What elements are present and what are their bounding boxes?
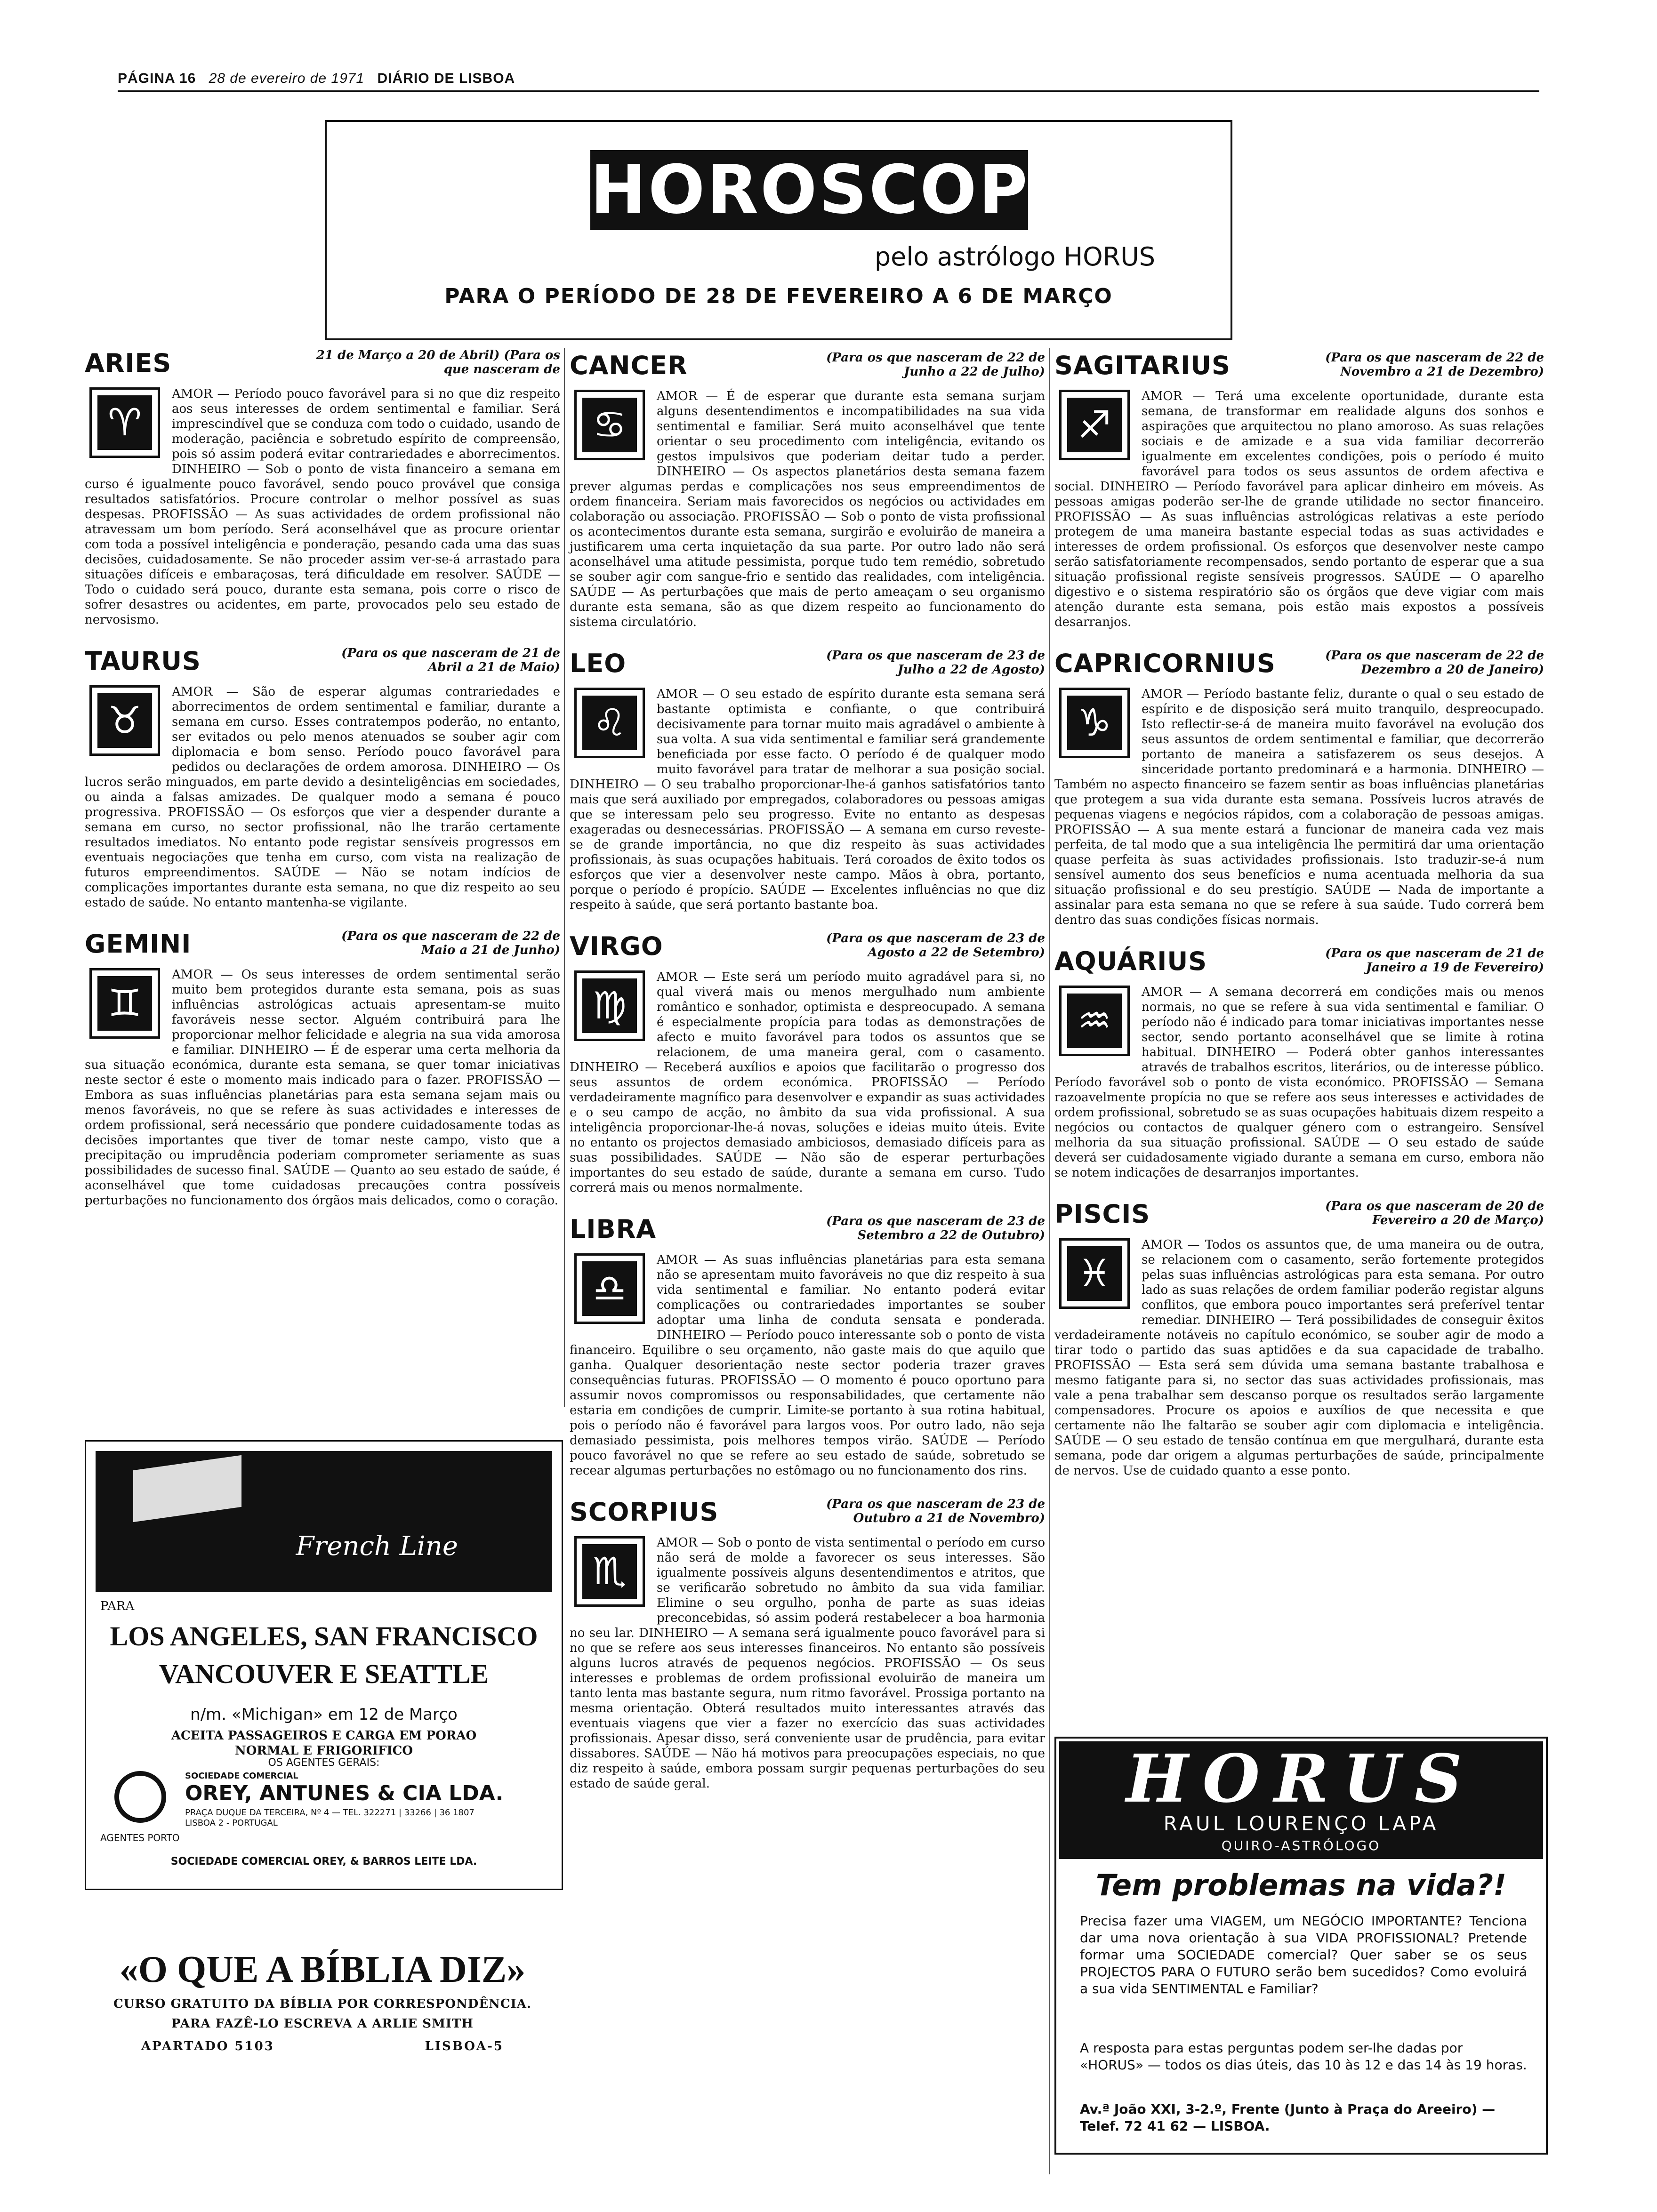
horus-question: Tem problemas na vida?! — [1095, 1868, 1507, 1902]
sign-dates: (Para os que nasceram de 23 de Setembro a 22 de Outubro) — [826, 1214, 1045, 1242]
sign-leo — [570, 649, 1045, 913]
sign-dates: (Para os que nasceram de 22 de Novembro a 21 de Dezembro) — [1325, 351, 1544, 379]
column-divider — [1049, 348, 1050, 2174]
french-line-ad — [85, 1440, 563, 1890]
sagitarius-icon: ♐ — [1059, 390, 1130, 460]
column-divider — [564, 348, 565, 1407]
ad-agents: OS AGENTES GERAIS: — [268, 1757, 380, 1769]
biblia-box: APARTADO 5103 — [141, 2039, 274, 2053]
header-rule — [118, 90, 1539, 92]
piscis-icon: ♓ — [1059, 1238, 1130, 1309]
sign-name: PISCIS — [1054, 1199, 1150, 1229]
biblia-city: LISBOA-5 — [425, 2039, 504, 2053]
aquarius-icon: ♒ — [1059, 986, 1130, 1056]
horus-body: Precisa fazer uma VIAGEM, um NEGÓCIO IMPORTANTE? Tenciona dar uma nova orientação à sua VIDA PROFISSIONAL? Pretende formar uma SOCIEDADE comercial? Quer saber se os seus PROJECTOS PARA O FUTURO serão bem sucedidos? Como evoluirá a sua vida SENTIMENTAL e Familiar? — [1080, 1913, 1527, 1996]
sign-text: AMOR — Terá uma excelente oportunidade, durante esta semana, de transformar em realidade alguns dos sonhos e aspirações que arquitectou no plano amoroso. As suas relações sociais e de amizade e a sua vida familiar decorrerão igualmente em excelentes condições, pois o período é muito favorável para todos os seus assuntos de ordem afectiva e social. DINHEIRO — Período favorável para aplicar dinheiro em móveis. As pessoas amigas poderão ser-lhe de grande utilidade no sector financeiro. PROFISSÃO — As suas influências astrológicas relativas a este período protegem de uma maneira bastante especial todas as suas actividades e interesses de ordem profissional. Os esforços que desenvolver neste campo serão satisfatoriamente recompensados, sendo portanto de esperar que a sua situação profissional registe sensíveis progressos. SAÚDE — O aparelho digestivo e o sistema respiratório são os órgãos que deve vigiar com mais atenção durante esta semana, pois estão mais expostos a possíveis desarranjos. — [1054, 389, 1544, 629]
sign-name: ARIES — [85, 348, 172, 378]
sign-dates: (Para os que nasceram de 20 de Fevereiro a 20 de Março) — [1325, 1199, 1544, 1227]
column-3 — [1054, 351, 1544, 1497]
horus-logo-band — [1059, 1741, 1543, 1859]
leo-icon: ♌ — [574, 688, 645, 758]
sign-dates: (Para os que nasceram de 22 de Junho a 22 de Julho) — [826, 351, 1045, 379]
page-header — [118, 71, 515, 87]
scorpius-icon: ♏ — [574, 1536, 645, 1607]
page-date: 28 de evereiro de 1971 — [209, 71, 365, 86]
horoscope-banner — [325, 120, 1232, 340]
banner-period: PARA O PERÍODO DE 28 DE FEVEREIRO A 6 DE MARÇO — [444, 284, 1113, 308]
cancer-icon: ♋ — [574, 390, 645, 460]
sign-name: CAPRICORNIUS — [1054, 649, 1276, 678]
sign-name: CANCER — [570, 351, 688, 380]
sign-gemini — [85, 929, 560, 1208]
horus-ad — [1054, 1737, 1548, 2155]
sign-scorpius — [570, 1497, 1045, 1791]
porto-company: SOCIEDADE COMERCIAL OREY, & BARROS LEITE LDA. — [170, 1856, 477, 1867]
gemini-icon: ♊ — [89, 968, 160, 1039]
capricornius-icon: ♑ — [1059, 688, 1130, 758]
french-line-logo: French Line — [296, 1531, 458, 1562]
column-1 — [85, 348, 560, 1227]
sign-name: AQUÁRIUS — [1054, 946, 1207, 976]
ad-cargo-2: NORMAL E FRIGORIFICO — [235, 1744, 413, 1758]
sign-text: AMOR — São de esperar algumas contrariedades e aborrecimentos de ordem sentimental e familiar, durante a semana em curso. Esses contratempos poderão, no entanto, ser evitados ou pelo menos atenuados se souber agir com diplomacia e bom senso. Período pouco favorável para pedidos ou declarações de ordem amorosa. DINHEIRO — Os lucros serão minguados, em parte devido a desinteligências em sociedades, ou ainda a falsas amizades. De qualquer modo a semana é pouco progressiva. PROFISSÃO — Os esforços que vier a despender durante a semana em curso, no sector profissional, não lhe trarão certamente resultados imediatos. No entanto pode registar sensíveis progressos em eventuais negociações que tenha em curso, com vista na realização de futuros empreendimentos. SAÚDE — Não se notam indícios de complicações importantes durante esta semana, no que diz respeito ao seu estado de saúde. No entanto mantenha-se vigilante. — [85, 685, 560, 910]
orey-soc: SOCIEDADE COMERCIAL — [185, 1771, 298, 1781]
sign-cancer — [570, 351, 1045, 630]
sign-piscis — [1054, 1199, 1544, 1478]
sign-dates: (Para os que nasceram de 23 de Julho a 22 de Agosto) — [826, 649, 1045, 677]
sign-libra — [570, 1214, 1045, 1478]
virgo-icon: ♍ — [574, 970, 645, 1041]
sign-text: AMOR — Sob o ponto de vista sentimental o período em curso não será de molde a favorecer os seus interesses. São igualmente possíveis alguns desentendimentos e atritos, que se verificarão sobretudo no âmbito da sua vida familiar. Elimine o seu orgulho, ponha de parte as suas ideias preconcebidas, só assim poderá restabelecer a boa harmonia no seu lar. DINHEIRO — A semana será igualmente pouco favorável para si no que se refere aos seus interesses financeiros. No entanto são possíveis alguns lucros através de pequenos negócios. PROFISSÃO — Os seus interesses e problemas de ordem profissional evoluirão de maneira um tanto lenta mas bastante segura, num ritmo favorável. Prossiga portanto na mesma orientação. Obterá resultados muito interessantes através das eventuais viagens que vier a fazer no exercício das suas actividades profissionais. Apesar disso, será conveniente usar de prudência, para evitar dissabores. SAÚDE — Não há motivos para preocupações especiais, no que diz respeito à saúde, embora possam surgir pequenas perturbações do seu estado de saúde geral. — [570, 1536, 1045, 1791]
horus-role: QUIRO-ASTRÓLOGO — [1221, 1838, 1381, 1853]
sign-taurus — [85, 646, 560, 910]
newspaper-name: DIÁRIO DE LISBOA — [377, 71, 515, 86]
sign-dates: (Para os que nasceram de 22 de Dezembro a 20 de Janeiro) — [1325, 649, 1544, 677]
ad-destination-1: LOS ANGELES, SAN FRANCISCO — [110, 1621, 538, 1651]
sign-name: SAGITARIUS — [1054, 351, 1231, 380]
column-2 — [570, 351, 1045, 1810]
sign-name: TAURUS — [85, 646, 201, 676]
sign-text: AMOR — Todos os assuntos que, de uma maneira ou de outra, se relacionem com o casamento, serão fortemente protegidos pelas suas influências astrológicas para esta semana. Por outro lado as suas relações de ordem familiar poderão registar alguns conflitos, que embora pouco importantes será preferível tentar remediar. DINHEIRO — Terá possibilidades de conseguir êxitos verdadeiramente notáveis no capítulo económico, se souber agir de modo a tirar todo o partido das suas aptidões e da sua capacidade de trabalho. PROFISSÃO — Esta será sem dúvida uma semana bastante trabalhosa e mesmo fatigante para si, no sector das suas actividades profissionais, mas vale a pena trabalhar sem descanso porque os resultados serão largamente compensadores. Procure os apoios e auxílios de que necessita e que certamente não lhe faltarão se souber agir com diplomacia e inteligência. SAÚDE — O seu estado de tensão contínua em que mergulhará, durante esta semana, pode dar origem a algumas perturbações de saúde, principalmente de nervos. Use de cuidado quanto a esse ponto. — [1054, 1238, 1544, 1478]
page-number: PÁGINA 16 — [118, 71, 196, 86]
sign-aries — [85, 348, 560, 627]
sign-name: LEO — [570, 649, 627, 678]
sign-aquarius — [1054, 946, 1544, 1180]
biblia-title: «O QUE A BÍBLIA DIZ» — [119, 1949, 526, 1990]
orey-address: PRAÇA DUQUE DA TERCEIRA, Nº 4 — TEL. 322271 | 33266 | 36 1807 — [185, 1808, 475, 1818]
horus-body-2: A resposta para estas perguntas podem ser-lhe dadas por «HORUS» — todos os dias úteis, das 10 às 12 e das 14 às 19 horas. — [1080, 2040, 1527, 2073]
biblia-ad — [85, 1948, 560, 2053]
sign-capricornius — [1054, 649, 1544, 928]
sign-virgo — [570, 931, 1045, 1195]
biblia-line-1: CURSO GRATUITO DA BÍBLIA POR CORRESPONDÊNCIA. — [113, 1997, 531, 2011]
libra-icon: ♎ — [574, 1253, 645, 1324]
sign-name: LIBRA — [570, 1214, 657, 1244]
ad-cargo-1: ACEITA PASSAGEIROS E CARGA EM PORAO — [171, 1729, 477, 1743]
ad-destination-2: VANCOUVER E SEATTLE — [159, 1659, 489, 1689]
sign-text: AMOR — Este será um período muito agradável para si, no qual viverá mais ou menos mergulhado num ambiente romântico e sonhador, optimista e despreocupado. A semana é especialmente propícia para todas as demonstrações de afecto e muito favorável para todos os assuntos que se relacionem, de uma maneira geral, com o casamento. DINHEIRO — Receberá auxílios e apoios que facilitarão o progresso dos seus assuntos de ordem económica. PROFISSÃO — Período verdadeiramente magnífico para desenvolver e expandir as suas actividades e o seu campo de acção, no âmbito da sua vida profissional. A sua inteligência proporcionar-lhe-á novas, soluções e ideias muito úteis. Evite no entanto os projectos demasiado ambiciosos, demasiado difíceis para as suas possibilidades. SAÚDE — Não são de esperar perturbações importantes do seu estado de saúde, durante a semana em curso. Tudo correrá mais ou menos normalmente. — [570, 970, 1045, 1195]
sign-text: AMOR — O seu estado de espírito durante esta semana será bastante optimista e confiante, o que contribuirá decisivamente para tornar muito mais agradável o ambiente à sua volta. A sua vida sentimental e familiar será grandemente beneficiada por esse facto. O período é de qualquer modo muito favorável para tratar de melhorar a sua posição social. DINHEIRO — O seu trabalho proporcionar-lhe-á ganhos satisfatórios tanto mais que será auxiliado por empregados, colaboradores ou pessoas amigas que se interessam pelo seu progresso. Evite no entanto as despesas exageradas ou desnecessárias. PROFISSÃO — A semana em curso reveste-se de grande importância, no que diz respeito às suas actividades profissionais, às suas ocupações habituais. Terá coroados de êxito todos os esforços que vier a desenvolver neste campo. Mãos à obra, portanto, porque o período é propício. SAÚDE — Excelentes influências no que diz respeito à saúde, que será portanto bastante boa. — [570, 687, 1045, 912]
sign-text: AMOR — É de esperar que durante esta semana surjam alguns desentendimentos e incompatibilidades na sua vida sentimental e familiar. Será muito aconselhável que tente orientar o seu procedimento com inteligência, evitando os gestos impulsivos que poderiam deitar tudo a perder. DINHEIRO — Os aspectos planetários desta semana fazem prever algumas perdas e complicações nos seus empreendimentos de ordem financeira. Seriam mais favorecidos os negócios ou actividades em colaboração ou associação. PROFISSÃO — Sob o ponto de vista profissional os acontecimentos durante esta semana, surgirão e evoluirão de maneira a justificarem uma certa inquietação da sua parte. Por outro lado não será aconselhável uma atitude pessimista, porque tudo tem remédio, sobretudo se souber agir com sangue-frio e sentido das realidades, com inteligência. SAÚDE — As perturbações que mais de perto ameaçam o seu organismo durante esta semana, são as que dizem respeito ao funcionamento do sistema circulatório. — [570, 389, 1045, 629]
orey-city: LISBOA 2 - PORTUGAL — [185, 1818, 278, 1828]
flag-icon — [133, 1455, 241, 1522]
sign-dates: (Para os que nasceram de 23 de Agosto a 22 de Setembro) — [826, 931, 1045, 960]
horus-logo: HORUS — [1126, 1740, 1476, 1818]
agents-porto: AGENTES PORTO — [100, 1832, 180, 1843]
sign-text: AMOR — A semana decorrerá em condições mais ou menos normais, no que se refere à sua vida sentimental e familiar. O período não é indicado para tomar iniciativas importantes nesse sector, sendo portanto aconselhável que se limite à rotina habitual. DINHEIRO — Poderá obter ganhos interessantes através de trabalhos escritos, literários, ou de interesse público. Período favorável sob o ponto de vista económico. PROFISSÃO — Semana razoavelmente propícia no que se refere aos seus interesses e actividades de ordem profissional, sobretudo se as suas ocupações habituais dizem respeito a negócios ou contactos de qualquer género com o estrangeiro. Sensível melhoria da sua situação profissional. SAÚDE — O seu estado de saúde deverá ser cuidadosamente vigiado durante a semana em curso, embora não se notem indicações de desarranjos importantes. — [1054, 985, 1544, 1180]
biblia-address — [141, 2039, 504, 2053]
sign-text: AMOR — Período bastante feliz, durante o qual o seu estado de espírito e de disposição será muito tranquilo, despreocupado. Isto reflectir-se-á de maneira muito favorável na evolução dos seus assuntos de ordem sentimental e familiar, que decorrerão portanto de maneira a satisfazerem os seus desejos. A sinceridade portanto predominará e a harmonia. DINHEIRO — Também no aspecto financeiro se fazem sentir as boas influências planetárias que protegem a sua vida durante esta semana. Possíveis lucros através de pequenas viagens e negócios rápidos, com a colaboração de pessoas amigas. PROFISSÃO — A sua mente estará a funcionar de maneira cada vez mais perfeita, de tal modo que a sua inteligência lhe permitirá dar uma orientação quase perfeita às suas actividades profissionais. Isto traduzir-se-á num sensível aumento dos seus benefícios e numa acentuada melhoria da sua situação profissional e do seu prestígio. SAÚDE — Nada de importante a assinalar para esta semana no que se refere à sua saúde. Tudo correrá bem dentro das suas condições físicas normais. — [1054, 687, 1544, 927]
banner-title: HOROSCOPO — [590, 150, 1028, 230]
horus-name: RAUL LOURENÇO LAPA — [1163, 1812, 1439, 1835]
sign-text: AMOR — Os seus interesses de ordem sentimental serão muito bem protegidos durante esta semana, pois as suas influências astrológicas actuais apresentam-se muito favoráveis nesse sector. Alguém contribuirá para lhe proporcionar melhor felicidade e alegria na sua vida amorosa e familiar. DINHEIRO — É de esperar uma certa melhoria da sua situação económica, durante esta semana, se quer tomar iniciativas neste sector é este o momento mais indicado para o fazer. PROFISSÃO — Embora as suas influências planetárias para esta semana sejam mais ou menos favoráveis, no que se refere às suas actividades e interesses de ordem profissional, será necessário que pondere cuidadosamente todas as decisões importantes que tiver de tomar neste campo, visto que a precipitação ou imprudência poderiam comprometer seriamente as suas possibilidades de sucesso final. SAÚDE — Quanto ao seu estado de saúde, é aconselhável que tome cuidadosas precauções contra possíveis perturbações no funcionamento dos órgãos mais delicados, como o coração. — [85, 968, 560, 1208]
banner-subtitle: pelo astrólogo HORUS — [874, 242, 1155, 272]
ad-photo-band — [96, 1451, 552, 1592]
sign-name: VIRGO — [570, 931, 663, 961]
orey-company: OREY, ANTUNES & CIA LDA. — [185, 1781, 504, 1805]
sign-name: SCORPIUS — [570, 1497, 719, 1527]
sign-text: AMOR — Período pouco favorável para si no que diz respeito aos seus interesses de ordem sentimental e familiar. Será imprescindível que se conduza com todo o cuidado, usando de moderação, paciência e sobretudo espírito de compreensão, pois só assim poderá evitar contrariedades e aborrecimentos. DINHEIRO — Sob o ponto de vista financeiro a semana em curso é igualmente pouco favorável, sendo pouco provável que consiga resultados satisfatórios. Procure controlar o melhor possível as suas despesas. PROFISSÃO — As suas actividades de ordem profissional não atravessam um bom período. Será aconselhável que as procure orientar com toda a possível inteligência e ponderação, pesando cada uma das suas decisões, cuidadosamente. Se não proceder assim ver-se-á arrastado para situações difíceis e embaraçosas, terá dificuldade em resolver. SAÚDE — Todo o cuidado será pouco, durante esta semana, pois corre o risco de sofrer desastres ou acidentes, em parte, provocados pelo seu estado de nervosismo. — [85, 387, 560, 627]
orey-circle-icon — [114, 1771, 166, 1823]
ad-para: PARA — [100, 1599, 135, 1613]
sign-dates: (Para os que nasceram de 22 de Maio a 21 de Junho) — [341, 929, 560, 957]
horus-address: Av.ª João XXI, 3-2.º, Frente (Junto à Praça do Areeiro) — Telef. 72 41 62 — LISBOA. — [1080, 2101, 1496, 2134]
sign-dates: (Para os que nasceram de 23 de Outubro a 21 de Novembro) — [826, 1497, 1045, 1525]
aries-icon: ♈ — [89, 387, 160, 458]
sign-name: GEMINI — [85, 929, 192, 959]
taurus-icon: ♉ — [89, 685, 160, 756]
sign-text: AMOR — As suas influências planetárias para esta semana não se apresentam muito favoráveis no que diz respeito à sua vida sentimental e familiar. No entanto poderá evitar complicações ou contrariedades importantes se souber adoptar uma linha de conduta sensata e ponderada. DINHEIRO — Período pouco interessante sob o ponto de vista financeiro. Equilibre o seu orçamento, não gaste mais do que aquilo que ganha. Qualquer desorientação neste sector poderia trazer graves consequências futuras. PROFISSÃO — O momento é pouco oportuno para assumir novos compromissos ou responsabilidades, que certamente não estaria em condições de cumprir. Limite-se portanto à sua rotina habitual, pois o período não é favorável para largos voos. Por outro lado, não seja demasiado pessimista, pois melhores tempos virão. SAÚDE — Período pouco favorável no que se refere ao seu estado de saúde, sobretudo se recear algumas perturbações no estômago ou no funcionamento dos rins. — [570, 1253, 1045, 1478]
biblia-line-2: PARA FAZÊ-LO ESCREVA A ARLIE SMITH — [171, 2017, 474, 2031]
sign-dates: 21 de Março a 20 de Abril) (Para os que nasceram de — [316, 348, 560, 377]
ad-ship: n/m. «Michigan» em 12 de Março — [190, 1705, 458, 1724]
sign-dates: (Para os que nasceram de 21 de Abril a 21 de Maio) — [341, 646, 560, 674]
sign-dates: (Para os que nasceram de 21 de Janeiro a 19 de Fevereiro) — [1325, 946, 1544, 975]
sign-sagitarius — [1054, 351, 1544, 630]
